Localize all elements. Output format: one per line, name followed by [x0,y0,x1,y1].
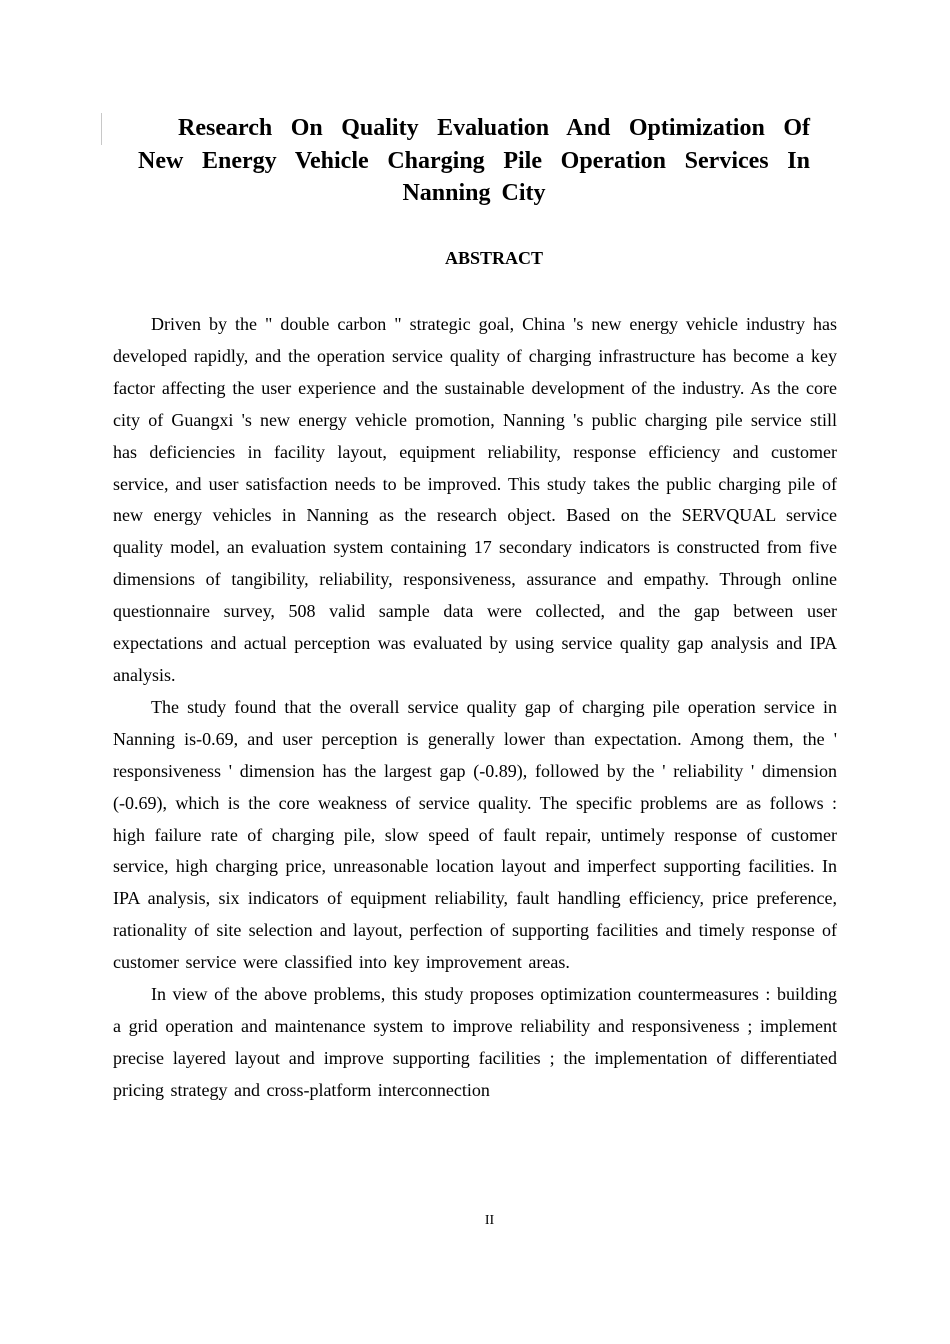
abstract-heading: ABSTRACT [444,248,544,268]
abstract-paragraph-1: Driven by the " double carbon " strategic goal, China 's new energy vehicle industry has developed rapidly, and the operation service quality of charging infrastructure has become a key factor affecting the user experience and the sustainable development of the industry. As the core city of Guangxi 's new energy vehicle promotion, Nanning 's public charging pile service still has deficiencies in facility layout, equipment reliability, response efficiency and customer service, and user satisfaction needs to be improved. This study takes the public charging pile of new energy vehicles in Nanning as the research object. Based on the SERVQUAL service quality model, an evaluation system containing 17 secondary indicators is constructed from five dimensions of tangibility, reliability, responsiveness, assurance and empathy. Through online questionnaire survey, 508 valid sample data were collected, and the gap between user expectations and actual perception was evaluated by using service quality gap analysis and IPA analysis. [113,314,837,685]
abstract-paragraph-3: In view of the above problems, this study proposes optimization countermeasures : building a grid operation and maintenance system to improve reliability and responsiveness ; implement precise layered layout and improve supporting facilities ; the implementation of differentiated pricing strategy and cross-platform interconnection [113,984,837,1100]
page-number: II [484,1213,495,1228]
margin-mark [101,113,102,145]
abstract-body [113,309,837,1107]
paper-title: Research On Quality Evaluation And Optimization Of New Energy Vehicle Charging Pile Operation Services In Nanning City [138,115,810,206]
abstract-paragraph-2: The study found that the overall service quality gap of charging pile operation service in Nanning is-0.69, and user perception is generally lower than expectation. Among them, the ' responsiveness ' dimension has the largest gap (-0.89), followed by the ' reliability ' dimension (-0.69), which is the core weakness of service quality. The specific problems are as follows : high failure rate of charging pile, slow speed of fault repair, untimely response of customer service, high charging price, unreasonable location layout and imperfect supporting facilities. In IPA analysis, six indicators of equipment reliability, fault handling efficiency, price preference, rationality of site selection and layout, perfection of supporting facilities and timely response of customer service were classified into key improvement areas. [113,696,837,973]
